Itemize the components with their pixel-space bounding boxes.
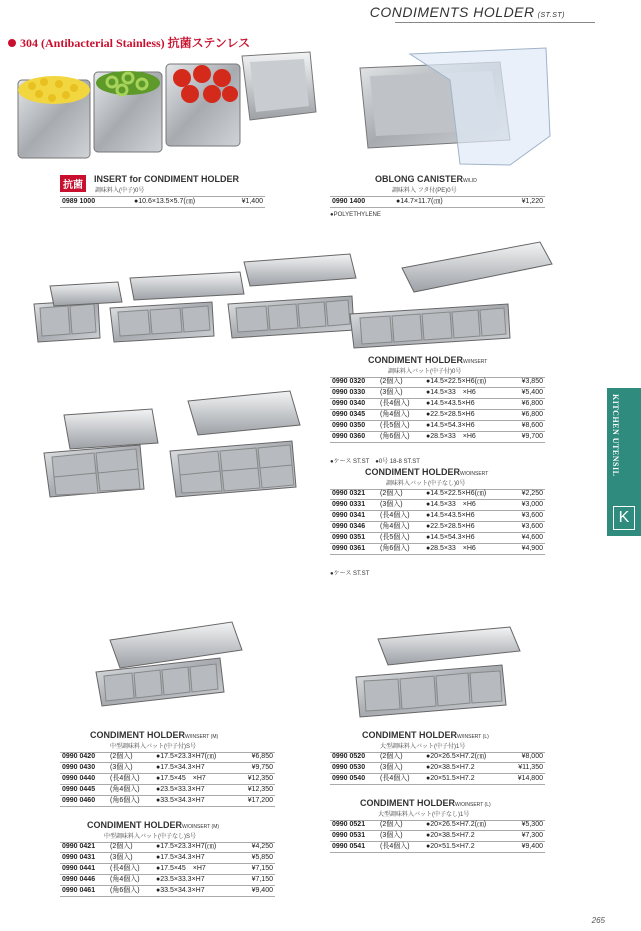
holder-noinsert-title-suffix: W/OINSERT xyxy=(460,471,489,477)
row-spec: ●20×38.5×H7.2 xyxy=(426,832,475,839)
table-row xyxy=(330,377,545,388)
antibacterial-badge: 抗菌 xyxy=(60,175,86,192)
row-qty: (2個入) xyxy=(380,490,403,497)
row-code: 0990 0431 xyxy=(62,854,96,861)
table-row xyxy=(60,796,275,807)
page-title-suffix: (ST.ST) xyxy=(537,12,565,19)
holder-m-noinsert-title-text: CONDIMENT HOLDER xyxy=(87,820,182,830)
row-code: 0990 0461 xyxy=(62,887,96,894)
table-row xyxy=(330,533,545,544)
table-row xyxy=(330,774,545,785)
table-row xyxy=(60,774,275,785)
row-code: 0990 0441 xyxy=(62,865,96,872)
row-spec: ●14.5×43.5×H6 xyxy=(426,512,475,519)
row-qty: (長5個入) xyxy=(380,534,410,541)
row-code: 0990 0346 xyxy=(332,523,366,530)
table-row xyxy=(330,831,545,842)
row-qty: (2個入) xyxy=(380,821,403,828)
row-spec: ●14.5×43.5×H6 xyxy=(426,400,475,407)
row-price: ¥8,000 xyxy=(521,753,543,760)
row-price: ¥1,400 xyxy=(241,198,263,205)
row-price: ¥3,000 xyxy=(521,501,543,508)
row-price: ¥5,300 xyxy=(521,821,543,828)
row-qty: (2個入) xyxy=(110,753,133,760)
row-price: ¥17,200 xyxy=(247,797,273,804)
holder-l-insert-title-suffix: W/INSERT (L) xyxy=(457,734,489,740)
medium-condiment-holder-photo xyxy=(92,600,252,710)
row-spec: ●14.5×54.3×H6 xyxy=(426,534,475,541)
canister-title-suffix: W/LID xyxy=(463,178,477,184)
canister-title xyxy=(375,174,477,184)
holder-m-insert-title xyxy=(90,730,218,740)
canister-title-text: OBLONG CANISTER xyxy=(375,174,464,184)
row-code: 0990 0321 xyxy=(332,490,366,497)
row-spec: ●20×51.5×H7.2 xyxy=(426,775,475,782)
row-spec: ●17.5×23.3×H7(㎝) xyxy=(156,753,217,760)
row-spec: ●17.5×34.3×H7 xyxy=(156,854,205,861)
row-spec: ●33.5×34.3×H7 xyxy=(156,887,205,894)
side-tab-letter: K xyxy=(613,506,635,530)
row-spec: ●22.5×28.5×H6 xyxy=(426,523,475,530)
row-code: 0990 0440 xyxy=(62,775,96,782)
row-spec: ●33.5×34.3×H7 xyxy=(156,797,205,804)
holder-l-noinsert-title-suffix: W/OINSERT (L) xyxy=(455,802,491,808)
row-qty: (3個入) xyxy=(380,764,403,771)
red-bullet-icon xyxy=(8,39,16,47)
table-row xyxy=(60,864,275,875)
table-row xyxy=(330,399,545,410)
row-spec: ●14.5×22.5×H6(㎝) xyxy=(426,378,487,385)
table-row xyxy=(330,500,545,511)
table-row xyxy=(330,421,545,432)
row-price: ¥6,800 xyxy=(521,411,543,418)
row-qty: (長5個入) xyxy=(380,422,410,429)
side-tab-label: KITCHEN UTENSIL xyxy=(611,394,620,477)
page-title-text: CONDIMENTS HOLDER xyxy=(369,4,535,20)
row-price: ¥4,600 xyxy=(521,534,543,541)
holder-m-insert-subtitle: 中型調味料入バット(中子付)S号 xyxy=(110,744,196,750)
holder-m-insert-title-text: CONDIMENT HOLDER xyxy=(90,730,185,740)
row-qty: (3個入) xyxy=(110,764,133,771)
holder-l-insert-title xyxy=(362,730,489,740)
holder-noinsert-subtitle: 調味料入バット(中子なし)0号 xyxy=(386,481,466,487)
row-spec: ●14.7×11.7(㎝) xyxy=(396,198,443,205)
material-headline xyxy=(8,34,250,51)
oblong-canister-photo xyxy=(350,40,555,170)
row-qty: (角4個入) xyxy=(110,876,140,883)
large-condiment-holder-photo xyxy=(352,625,527,725)
row-code: 0990 0331 xyxy=(332,501,366,508)
row-spec: ●17.5×23.3×H7(㎝) xyxy=(156,843,217,850)
row-price: ¥9,700 xyxy=(521,433,543,440)
row-spec: ●20×51.5×H7.2 xyxy=(426,843,475,850)
row-price: ¥7,300 xyxy=(521,832,543,839)
table-row xyxy=(330,388,545,399)
holder-l-noinsert-title xyxy=(360,798,491,808)
row-spec: ●20×26.5×H7.2(㎝) xyxy=(426,821,487,828)
table-row xyxy=(60,886,275,897)
row-code: 0990 1400 xyxy=(332,198,366,205)
table-row xyxy=(330,752,545,763)
row-code: 0990 0520 xyxy=(332,753,366,760)
row-spec: ●23.5×33.3×H7 xyxy=(156,876,205,883)
row-price: ¥9,750 xyxy=(251,764,273,771)
row-price: ¥4,900 xyxy=(521,545,543,552)
table-row xyxy=(60,785,275,796)
row-spec: ●23.5×33.3×H7 xyxy=(156,786,205,793)
holder-m-noinsert-subtitle: 中型調味料入バット(中子なし)S号 xyxy=(104,834,196,840)
row-code: 0990 0421 xyxy=(62,843,96,850)
holder-insert-title xyxy=(368,355,487,365)
holder-insert-title-suffix: W/INSERT xyxy=(463,359,488,365)
row-price: ¥3,600 xyxy=(521,512,543,519)
holder-l-noinsert-subtitle: 大型調味料入バット(中子なし)1号 xyxy=(378,812,470,818)
row-code: 0990 0345 xyxy=(332,411,366,418)
row-qty: (角6個入) xyxy=(110,887,140,894)
row-qty: (角6個入) xyxy=(380,433,410,440)
row-code: 0990 0530 xyxy=(332,764,366,771)
row-spec: ●17.5×45 ×H7 xyxy=(156,865,206,872)
holder-noinsert-title xyxy=(365,467,488,477)
row-spec: ●14.5×22.5×H6(㎝) xyxy=(426,490,487,497)
row-code: 0989 1000 xyxy=(62,198,96,205)
row-code: 0990 0360 xyxy=(332,433,366,440)
row-code: 0990 0445 xyxy=(62,786,96,793)
header-rule xyxy=(395,22,595,23)
row-qty: (角6個入) xyxy=(110,797,140,804)
row-price: ¥9,400 xyxy=(251,887,273,894)
row-price: ¥7,150 xyxy=(251,865,273,872)
row-price: ¥3,850 xyxy=(521,378,543,385)
row-qty: (角4個入) xyxy=(380,523,410,530)
row-qty: (長4個入) xyxy=(380,400,410,407)
condiment-holder-row-photo xyxy=(30,238,555,350)
row-spec: ●28.5×33 ×H6 xyxy=(426,433,476,440)
row-qty: (3個入) xyxy=(380,501,403,508)
holder-m-insert-title-suffix: W/INSERT (M) xyxy=(185,734,219,740)
row-price: ¥5,850 xyxy=(251,854,273,861)
holder-insert-title-text: CONDIMENT HOLDER xyxy=(368,355,463,365)
row-price: ¥7,150 xyxy=(251,876,273,883)
table-row xyxy=(330,763,545,774)
row-qty: (3個入) xyxy=(380,832,403,839)
row-price: ¥11,350 xyxy=(518,764,543,771)
row-spec: ●14.5×33 ×H6 xyxy=(426,501,476,508)
canister-note: ●POLYETHYLENE xyxy=(330,212,381,218)
side-tab[interactable] xyxy=(607,388,641,536)
row-qty: (長4個入) xyxy=(380,512,410,519)
row-spec: ●17.5×34.3×H7 xyxy=(156,764,205,771)
row-code: 0990 0430 xyxy=(62,764,96,771)
holder-l-insert-subtitle: 大型調味料入バット(中子付)1号 xyxy=(380,744,466,750)
holder-insert-subtitle: 調味料入バット(中子付)0号 xyxy=(388,369,462,375)
row-code: 0990 0420 xyxy=(62,753,96,760)
row-spec: ●17.5×45 ×H7 xyxy=(156,775,206,782)
row-spec: ●20×26.5×H7.2(㎝) xyxy=(426,753,487,760)
row-qty: (3個入) xyxy=(380,389,403,396)
holder-noinsert-note: ●ケース ST.ST xyxy=(330,571,370,577)
table-row xyxy=(60,196,265,208)
page-title xyxy=(370,4,565,20)
insert-title: INSERT for CONDIMENT HOLDER xyxy=(94,174,239,184)
row-qty: (長4個入) xyxy=(110,775,140,782)
row-price: ¥9,400 xyxy=(521,843,543,850)
row-price: ¥12,350 xyxy=(247,786,273,793)
row-spec: ●22.5×28.5×H6 xyxy=(426,411,475,418)
row-price: ¥2,250 xyxy=(521,490,543,497)
row-spec: ●14.5×33 ×H6 xyxy=(426,389,476,396)
table-row xyxy=(330,410,545,421)
row-price: ¥3,600 xyxy=(521,523,543,530)
table-row xyxy=(60,752,275,763)
row-qty: (角4個入) xyxy=(380,411,410,418)
row-price: ¥14,800 xyxy=(517,775,543,782)
row-code: 0990 0541 xyxy=(332,843,366,850)
row-price: ¥1,220 xyxy=(521,198,543,205)
insert-pans-photo xyxy=(14,50,324,165)
headline-text: 304 (Antibacterial Stainless) 抗菌ステンレス xyxy=(20,36,251,50)
row-price: ¥6,800 xyxy=(521,400,543,407)
row-code: 0990 0330 xyxy=(332,389,366,396)
table-row xyxy=(330,511,545,522)
row-qty: (長4個入) xyxy=(380,843,410,850)
row-spec: ●14.5×54.3×H6 xyxy=(426,422,475,429)
table-row xyxy=(60,763,275,774)
row-code: 0990 0361 xyxy=(332,545,366,552)
table-row xyxy=(330,544,545,555)
holder-m-noinsert-title xyxy=(87,820,219,830)
holder-l-noinsert-title-text: CONDIMENT HOLDER xyxy=(360,798,455,808)
row-code: 0990 0320 xyxy=(332,378,366,385)
row-qty: (2個入) xyxy=(380,753,403,760)
row-qty: (長4個入) xyxy=(380,775,410,782)
row-price: ¥5,400 xyxy=(521,389,543,396)
row-qty: (角6個入) xyxy=(380,545,410,552)
row-code: 0990 0340 xyxy=(332,400,366,407)
canister-subtitle: 調味料入 フタ付(PE)0号 xyxy=(392,188,457,194)
table-row xyxy=(330,522,545,533)
row-qty: (3個入) xyxy=(110,854,133,861)
table-row xyxy=(330,820,545,831)
row-code: 0990 0350 xyxy=(332,422,366,429)
holder-l-insert-title-text: CONDIMENT HOLDER xyxy=(362,730,457,740)
row-code: 0990 0341 xyxy=(332,512,366,519)
row-qty: (2個入) xyxy=(110,843,133,850)
row-code: 0990 0531 xyxy=(332,832,366,839)
table-row xyxy=(330,432,545,443)
row-spec: ●28.5×33 ×H6 xyxy=(426,545,476,552)
row-spec: ●10.6×13.5×5.7(㎝) xyxy=(134,198,196,205)
insert-subtitle: 調味料入(中子)0号 xyxy=(95,188,145,194)
row-price: ¥6,850 xyxy=(251,753,273,760)
row-spec: ●20×38.5×H7.2 xyxy=(426,764,475,771)
square-condiment-holder-photo xyxy=(40,385,305,505)
page-number: 265 xyxy=(591,916,605,925)
table-row xyxy=(60,853,275,864)
table-row xyxy=(60,875,275,886)
row-price: ¥12,350 xyxy=(247,775,273,782)
table-row xyxy=(330,489,545,500)
holder-insert-note: ●ケース ST.ST ●0号 18-8 ST.ST xyxy=(330,459,420,465)
row-price: ¥4,250 xyxy=(251,843,273,850)
row-code: 0990 0460 xyxy=(62,797,96,804)
row-qty: (2個入) xyxy=(380,378,403,385)
row-code: 0990 0540 xyxy=(332,775,366,782)
table-row xyxy=(60,842,275,853)
row-price: ¥8,600 xyxy=(521,422,543,429)
holder-m-noinsert-title-suffix: W/OINSERT (M) xyxy=(182,824,220,830)
row-code: 0990 0351 xyxy=(332,534,366,541)
table-row xyxy=(330,842,545,853)
row-code: 0990 0446 xyxy=(62,876,96,883)
row-qty: (長4個入) xyxy=(110,865,140,872)
row-code: 0990 0521 xyxy=(332,821,366,828)
row-qty: (角4個入) xyxy=(110,786,140,793)
holder-noinsert-title-text: CONDIMENT HOLDER xyxy=(365,467,460,477)
table-row xyxy=(330,196,545,208)
